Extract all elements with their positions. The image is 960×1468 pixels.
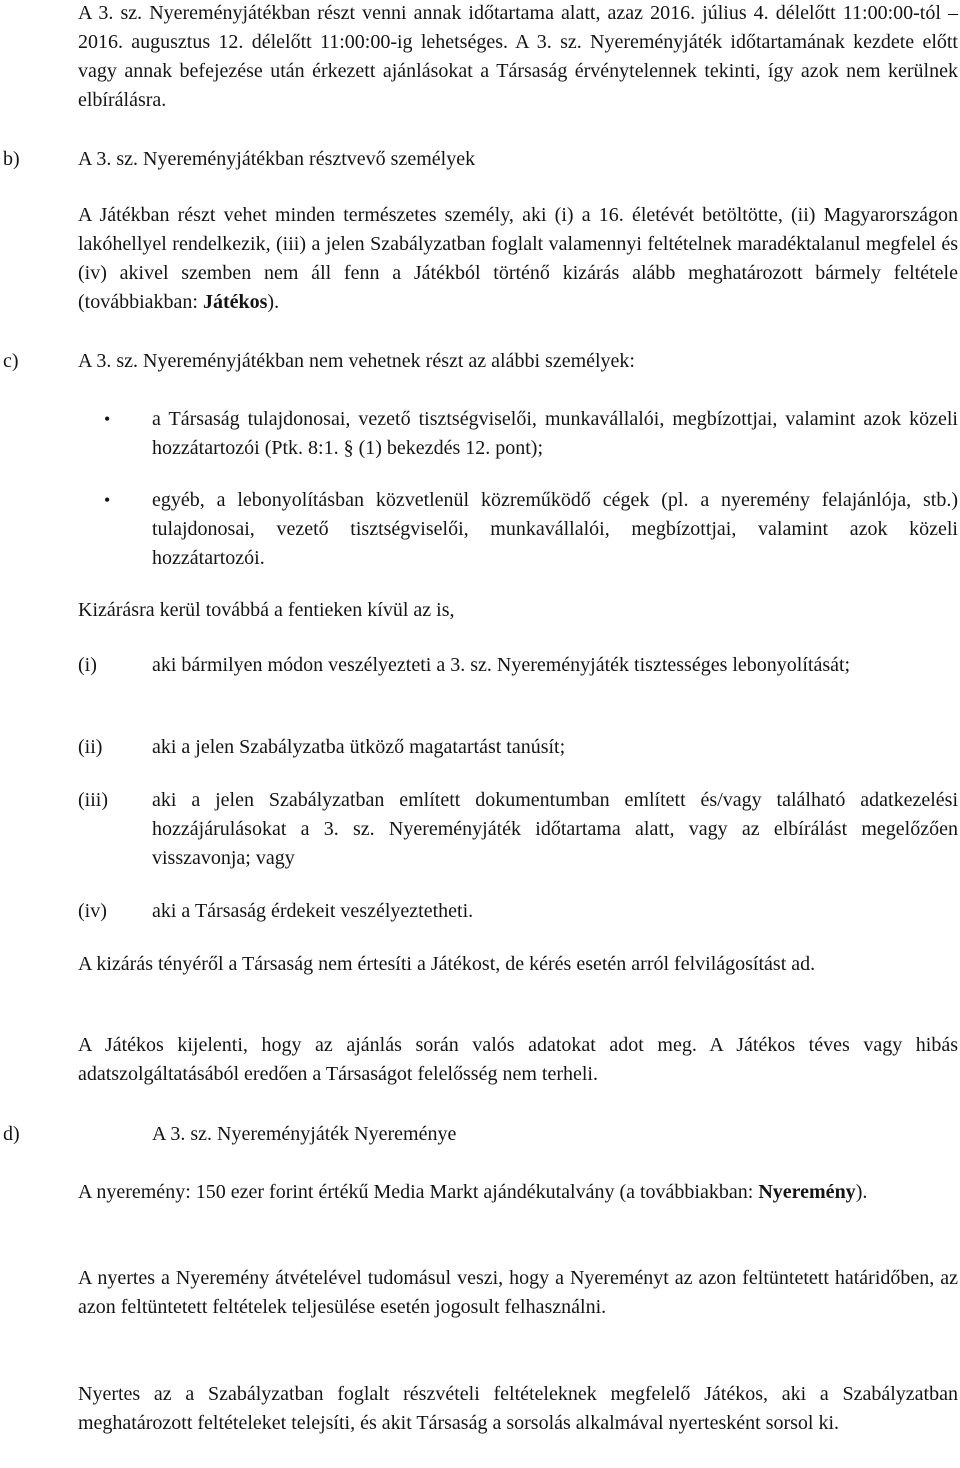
exclusion-label: (ii) xyxy=(78,736,103,758)
exclusion-label: (iii) xyxy=(78,789,108,811)
eligibility-paragraph xyxy=(78,201,958,317)
excluded-persons-item: egyéb, a lebonyolításban közvetlenül közreműködő cégek (pl. a nyeremény felajánlója, stb.) tulajdonosai, vezető tisztségviselői, munkavállalói, megbízottjai, valamint azok közeli hozzátartozói. xyxy=(152,489,958,569)
winner-acceptance-paragraph: A nyertes a Nyeremény átvételével tudomásul veszi, hogy a Nyereményt az azon feltüntetett határidőben, az azon feltüntetett feltételek teljesülése esetén jogosult felhasználni. xyxy=(78,1267,958,1318)
prize-paragraph xyxy=(78,1178,958,1207)
exclusion-item: aki a jelen Szabályzatban említett dokumentumban említett és/vagy található adatkezelési hozzájárulásokat a 3. sz. Nyereményjáték időtartama alatt, vagy az elbírálást megelőzően visszavonja; vagy xyxy=(152,789,958,869)
winner-definition-paragraph: Nyertes az a Szabályzatban foglalt részvételi feltételeknek megfelelő Játékos, aki a Szabályzatban meghatározott feltételeket telejsíti, és akit Társaság a sorsolás alkalmával nyertesként sorsol ki. xyxy=(78,1383,958,1434)
bullet-icon: • xyxy=(104,490,111,510)
prize-term: Nyeremény xyxy=(758,1181,856,1203)
section-b-heading: A 3. sz. Nyereményjátékban résztvevő személyek xyxy=(78,148,476,170)
prize-text-end: ). xyxy=(855,1181,868,1203)
exclusion-notice-paragraph: A kizárás tényéről a Társaság nem értesíti a Játékost, de kérés esetén arról felvilágosítást ad. xyxy=(78,953,816,975)
exclusion-item: aki a jelen Szabályzatba ütköző magatartást tanúsít; xyxy=(152,736,566,758)
participation-period-paragraph: A 3. sz. Nyereményjátékban részt venni annak időtartama alatt, azaz 2016. július 4. délelőtt 11:00:00-tól – 2016. augusztus 12. délelőtt 11:00:00-ig lehetséges. A 3. sz. Nyereményjáték időtartamának kezdete előtt vagy annak befejezése után érkezett ajánlásokat a Társaság érvénytelennek tekinti, így azok nem kerülnek elbírálásra. xyxy=(78,2,958,111)
section-d-heading: A 3. sz. Nyereményjáték Nyereménye xyxy=(152,1123,457,1145)
exclusion-label: (iv) xyxy=(78,900,107,922)
section-c-heading: A 3. sz. Nyereményjátékban nem vehetnek részt az alábbi személyek: xyxy=(78,350,635,372)
exclusion-item: aki bármilyen módon veszélyezteti a 3. sz. Nyereményjáték tisztességes lebonyolítását; xyxy=(152,654,851,676)
exclusion-intro: Kizárásra kerül továbbá a fentieken kívül az is, xyxy=(78,599,455,621)
player-declaration-paragraph: A Játékos kijelenti, hogy az ajánlás során valós adatokat adot meg. A Játékos téves vagy hibás adatszolgáltatásából eredően a Társaságot felelősség nem terheli. xyxy=(78,1034,958,1085)
excluded-persons-item: a Társaság tulajdonosai, vezető tisztségviselői, munkavállalói, megbízottjai, valamint azok közeli hozzátartozói (Ptk. 8:1. § (1) bekezdés 12. pont); xyxy=(152,408,958,459)
section-b-marker: b) xyxy=(3,148,20,170)
eligibility-text: A Játékban részt vehet minden természetes személy, aki (i) a 16. életévét betöltötte, (ii) Magyarországon lakóhellyel rendelkezik, (iii) a jelen Szabályzatban foglalt valamennyi feltételnek maradéktalanul megfelel és (iv) akivel szemben nem áll fenn a Játékból történő kizárás alább meghatározott bármely feltétele (továbbiakban: xyxy=(78,204,958,313)
exclusion-label: (i) xyxy=(78,654,97,676)
eligibility-text-end: ). xyxy=(267,291,280,313)
section-c-marker: c) xyxy=(3,350,19,372)
section-d-marker: d) xyxy=(3,1123,20,1145)
bullet-icon: • xyxy=(104,409,111,429)
prize-text: A nyeremény: 150 ezer forint értékű Media Markt ajándékutalvány (a továbbiakban: xyxy=(78,1181,759,1203)
player-term: Játékos xyxy=(202,291,268,313)
exclusion-item: aki a Társaság érdekeit veszélyeztetheti. xyxy=(152,900,474,922)
